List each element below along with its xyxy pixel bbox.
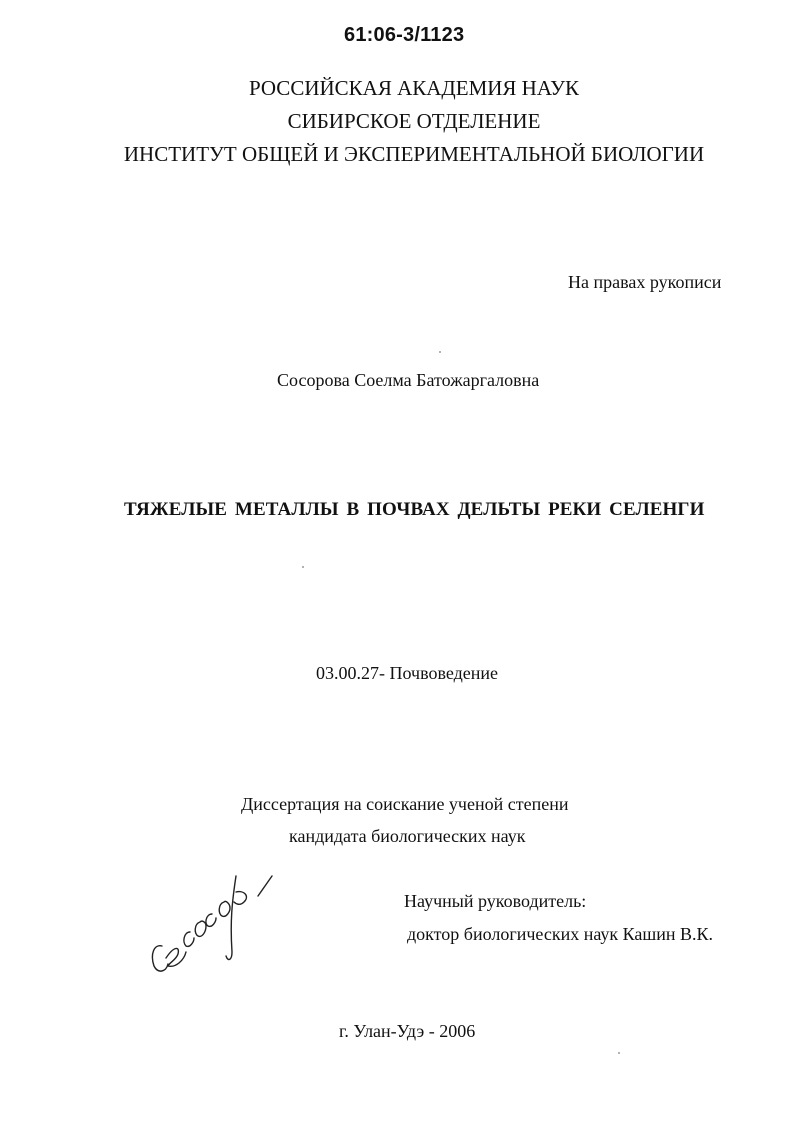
place-and-year: г. Улан-Удэ - 2006 <box>339 1021 476 1041</box>
thesis-title: ТЯЖЕЛЫЕ МЕТАЛЛЫ В ПОЧВАХ ДЕЛЬТЫ РЕКИ СЕЛЕНГИ <box>124 499 705 520</box>
author-name: Сосорова Соелма Батожаргаловна <box>277 370 540 390</box>
catalog-number: 61:06-3/1123 <box>344 24 465 46</box>
organization-line-2: СИБИРСКОЕ ОТДЕЛЕНИЕ <box>287 109 541 133</box>
supervisor-label: Научный руководитель: <box>404 891 587 911</box>
organization-line-1: РОССИЙСКАЯ АКАДЕМИЯ НАУК <box>248 76 580 100</box>
specialty-code: 03.00.27- Почвоведение <box>316 663 499 683</box>
organization-line-3: ИНСТИТУТ ОБЩЕЙ И ЭКСПЕРИМЕНТАЛЬНОЙ БИОЛОГИИ <box>123 142 705 166</box>
supervisor-name: доктор биологических наук Кашин В.К. <box>407 924 714 944</box>
manuscript-note: На правах рукописи <box>568 272 722 292</box>
degree-line-1: Диссертация на соискание ученой степени <box>241 794 569 814</box>
handwritten-signature <box>140 862 280 982</box>
degree-line-2: кандидата биологических наук <box>289 826 526 846</box>
